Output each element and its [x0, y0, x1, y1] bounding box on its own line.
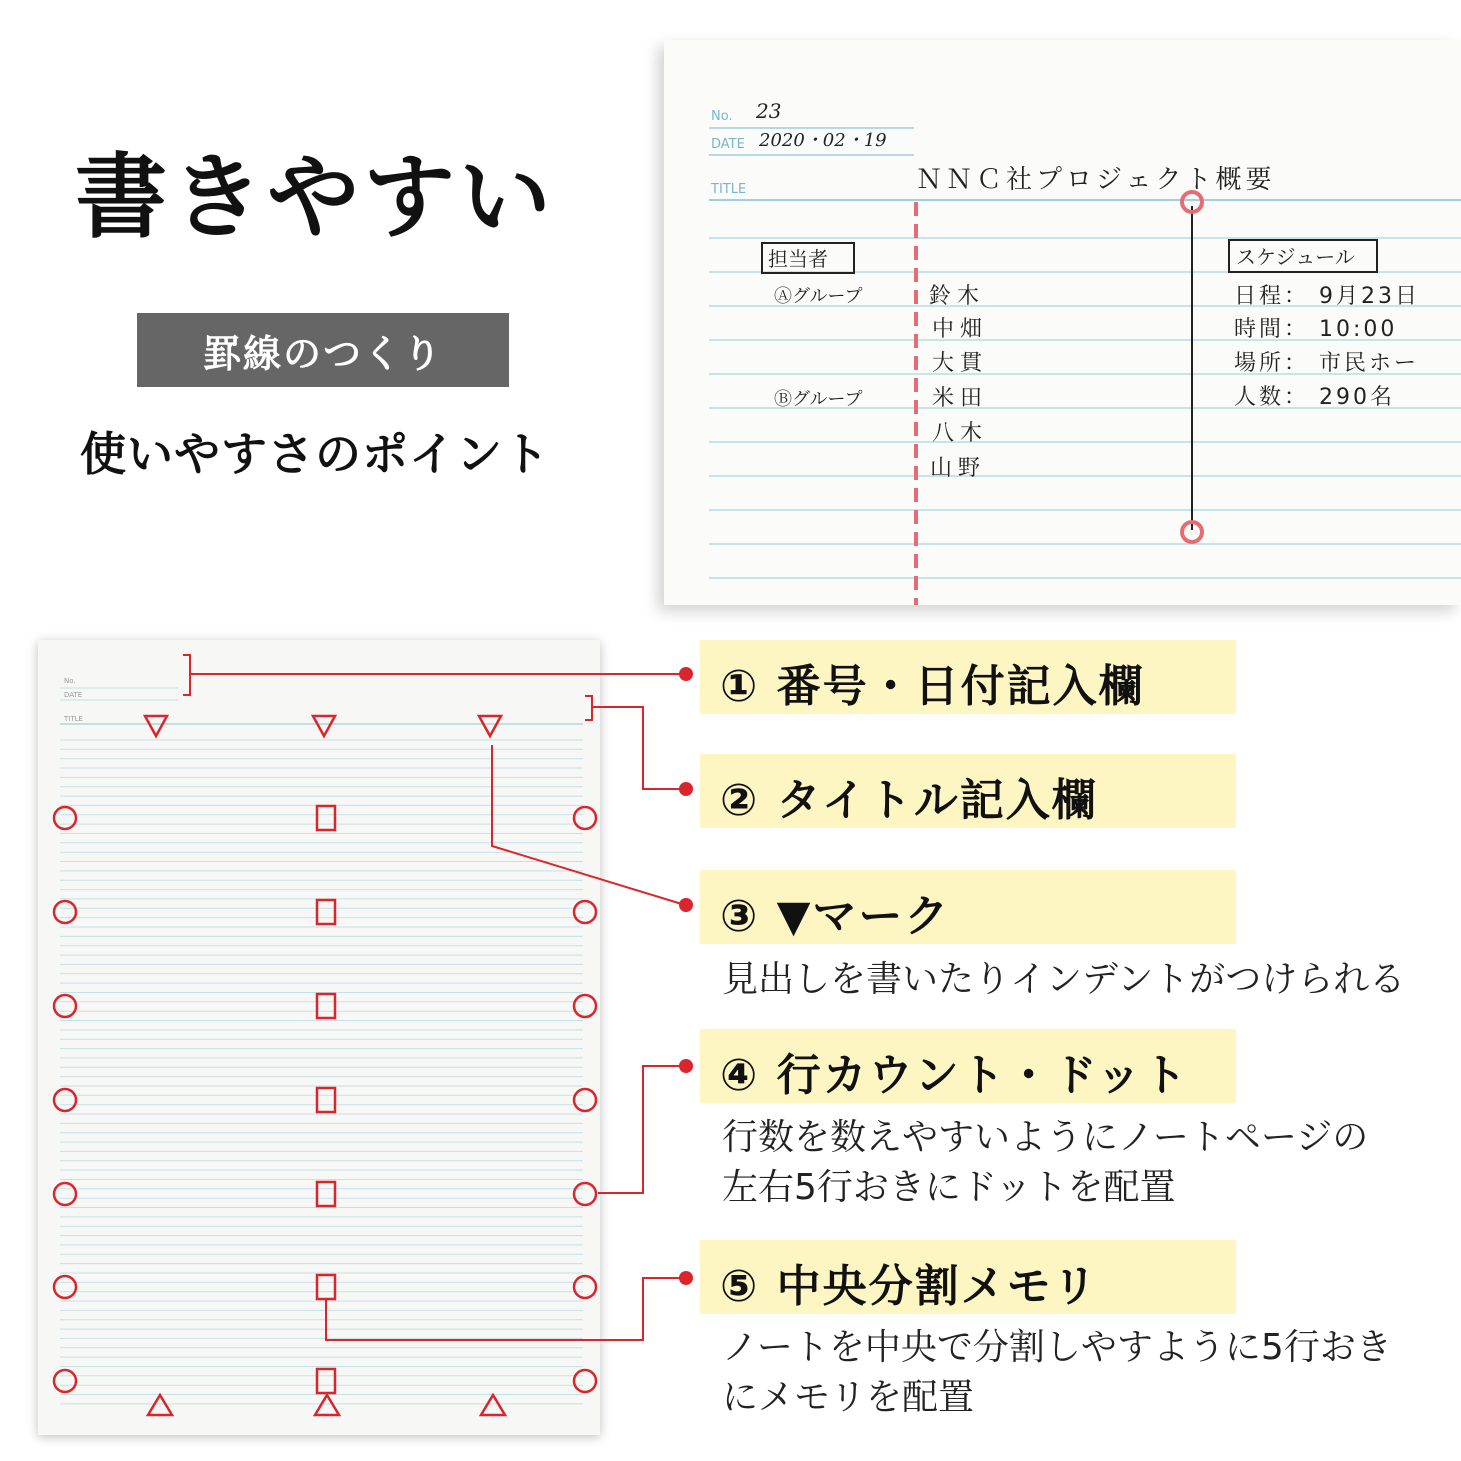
connector-2-dot: [679, 782, 693, 796]
photo-group-b: Ⓑグループ: [774, 389, 863, 410]
center-division-mark: [317, 994, 335, 1018]
center-division-mark: [317, 900, 335, 924]
headline: 書きやすい: [75, 144, 556, 251]
connector-4-line: [598, 1066, 685, 1193]
point-3-desc: 見出しを書いたりインデントがつけられる: [722, 959, 1406, 1000]
center-division-mark: [317, 1369, 335, 1393]
photo-date-label: DATE: [711, 137, 745, 152]
up-triangle-mark: [148, 1395, 172, 1415]
row-count-dot-right: [574, 1089, 596, 1111]
point-5-label: ⑤ 中央分割メモリ: [720, 1261, 1099, 1312]
center-division-mark: [317, 1275, 335, 1299]
photo-title-value: ＮＮＣ社プロジェクト概要: [916, 165, 1276, 195]
connector-4-dot: [679, 1059, 693, 1073]
photo-member: 米田: [932, 386, 989, 411]
center-division-mark: [317, 1088, 335, 1112]
connector-5-dot: [679, 1271, 693, 1285]
photo-right-heading: スケジュール: [1236, 245, 1355, 269]
point-3-box: [700, 870, 1236, 944]
center-division-mark: [317, 806, 335, 830]
up-triangle-mark: [315, 1395, 339, 1415]
row-count-dot-left: [54, 901, 76, 923]
photo-schedule-line: 日程： 9月23日: [1234, 284, 1420, 309]
point-5-desc-line2: にメモリを配置: [722, 1377, 975, 1418]
down-triangle-mark: [145, 716, 167, 736]
point-2-label: ② タイトル記入欄: [720, 775, 1098, 826]
photo-title-label: TITLE: [711, 182, 747, 197]
photo-no-value: 23: [756, 99, 782, 123]
photo-member: 八木: [932, 421, 989, 446]
nb-date-label: DATE: [64, 691, 83, 699]
down-triangle-mark: [313, 716, 335, 736]
notebook-photo: [664, 40, 1461, 605]
point-4-box: [700, 1029, 1236, 1103]
row-count-dot-left: [54, 807, 76, 829]
photo-member: 大貫: [932, 351, 989, 376]
connector-2-line: [592, 707, 685, 789]
row-count-dot-left: [54, 1183, 76, 1205]
notebook-diagram-svg: [38, 640, 600, 1435]
point-5-desc-line1: ノートを中央で分割しやすように5行おき: [722, 1327, 1392, 1368]
photo-schedule-line: 場所： 市民ホー: [1234, 351, 1419, 376]
point-4-label: ④ 行カウント・ドット: [720, 1050, 1189, 1101]
point-3-label: ③ ▼マーク: [720, 891, 951, 942]
point-1-label: ① 番号・日付記入欄: [720, 661, 1145, 712]
point-5-box: [700, 1240, 1236, 1314]
row-count-dot-left: [54, 1089, 76, 1111]
photo-member: 中畑: [932, 317, 989, 342]
down-triangle-mark: [479, 716, 501, 736]
photo-group-a: Ⓐグループ: [774, 286, 863, 307]
point-2-box: [700, 754, 1236, 828]
point-4-desc-line2: 左右5行おきにドットを配置: [722, 1167, 1176, 1208]
row-count-dot-right: [574, 1370, 596, 1392]
row-count-dot-left: [54, 1370, 76, 1392]
nb-no-label: No.: [64, 677, 76, 685]
notebook-photo-svg: [664, 40, 1461, 605]
center-division-mark: [317, 1182, 335, 1206]
connector-1-dot: [679, 667, 693, 681]
caption: 使いやすさのポイント: [80, 427, 550, 481]
row-count-dot-right: [574, 807, 596, 829]
photo-member: 山野: [930, 456, 987, 481]
row-count-dot-right: [574, 1276, 596, 1298]
notebook-diagram: [38, 640, 600, 1435]
point-4-desc-line1: 行数を数えやすいようにノートページの: [722, 1117, 1369, 1158]
photo-date-value: 2020・02・19: [759, 130, 887, 151]
point-1-box: [700, 640, 1236, 714]
connector-3-dot: [679, 898, 693, 912]
photo-left-heading: 担当者: [768, 247, 828, 271]
photo-schedule-line: 時間： 10:00: [1234, 317, 1398, 342]
nb-title-label: TITLE: [64, 715, 83, 723]
row-count-dot-right: [574, 1183, 596, 1205]
subtitle-badge: [137, 313, 509, 387]
notebook-rules: [60, 724, 583, 1404]
row-count-dot-right: [574, 995, 596, 1017]
photo-no-label: No.: [711, 109, 733, 124]
photo-schedule-line: 人数： 290名: [1234, 385, 1395, 410]
row-count-dot-right: [574, 901, 596, 923]
photo-member: 鈴木: [929, 284, 986, 309]
up-triangle-mark: [481, 1395, 505, 1415]
subtitle-text: 罫線のつくり: [202, 331, 443, 376]
row-count-dot-left: [54, 995, 76, 1017]
row-count-dot-left: [54, 1276, 76, 1298]
